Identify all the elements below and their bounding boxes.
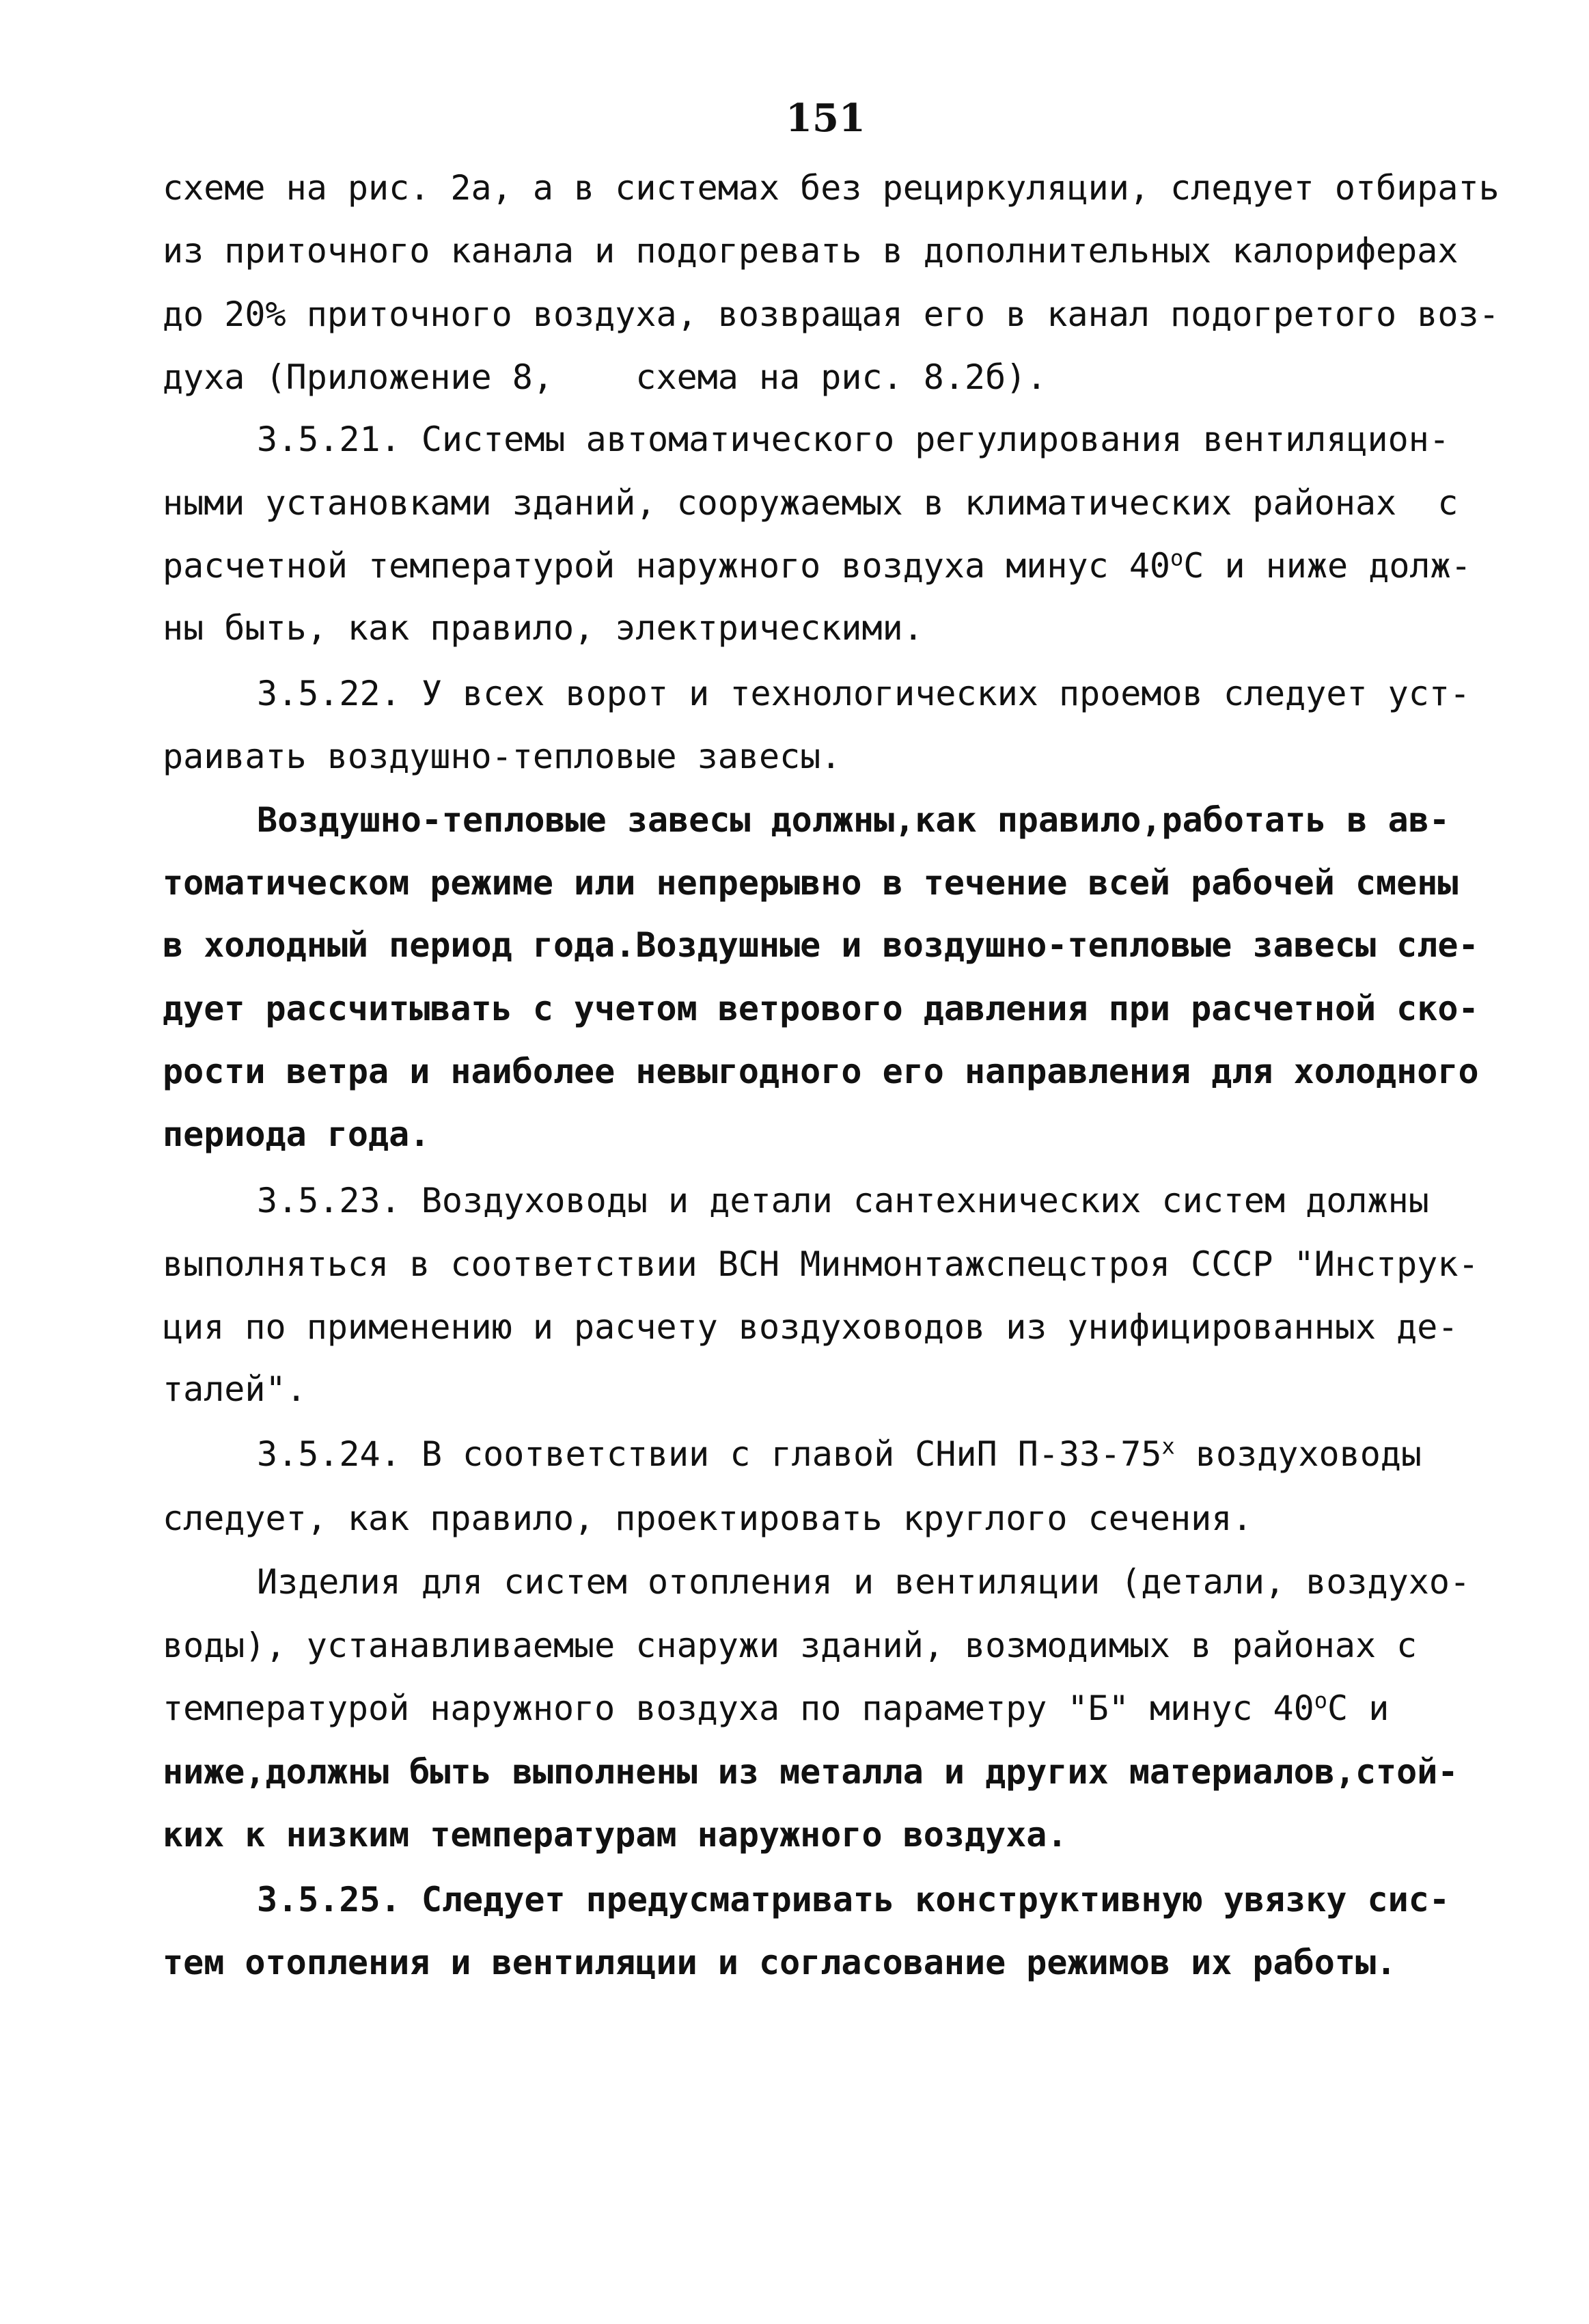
line-text: выполняться в соответствии ВСН Минмонтажспецстроя СССР "Инструк- [163,1244,1479,1284]
line-text: 3.5.21. Системы автоматического регулирования вентиляцион- [257,420,1450,459]
line-text: 3.5.24. В соответствии с главой СНиП П-33-75 [257,1434,1162,1474]
text-line [163,1114,430,1155]
text-line [163,167,1500,208]
text-line [163,1814,1068,1855]
line-text: ны быть, как правило, электрическими. [163,608,924,648]
line-text: периода года. [163,1115,430,1154]
text-line [163,988,1479,1029]
line-text: в холодный период года.Воздушные и воздушно-тепловые завесы сле- [163,925,1479,965]
text-line [163,1942,1396,1983]
text-line [163,545,1471,586]
text-line [163,1751,1458,1792]
line-text: дует рассчитывать с учетом ветрового давления при расчетной ско- [163,989,1479,1028]
line-text: из приточного канала и подогревать в дополнительных калориферах [163,231,1459,271]
text-line [163,1307,1458,1348]
text-line [163,925,1479,966]
text-line [163,607,924,648]
line-text-continued: С и [1327,1689,1390,1728]
line-text-continued: воздуховоды [1174,1434,1422,1474]
text-line [257,1561,1470,1602]
text-line [257,1180,1429,1221]
text-line [163,357,1047,398]
line-text: ниже,должны быть выполнены из металла и других материалов,стой- [163,1752,1459,1792]
text-line [257,1879,1450,1920]
line-text: ких к низким температурам наружного воздуха. [163,1815,1068,1855]
line-text: 3.5.25. Следует предусматривать конструктивную увязку сис- [257,1880,1450,1919]
superscript: o [1170,545,1184,571]
page-number: 151 [786,96,866,141]
line-text: воды), устанавливаемые снаружи зданий, возмодимых в районах с [163,1626,1418,1665]
line-text: 3.5.23. Воздуховоды и детали сантехнических систем должны [257,1181,1429,1220]
line-text: Воздушно-тепловые завесы должны,как правило,работать в ав- [257,800,1450,840]
text-line [163,1051,1479,1092]
line-text: расчетной температурой наружного воздуха минус 40 [163,546,1171,586]
line-text: Изделия для систем отопления и вентиляции (детали, воздухо- [257,1562,1471,1602]
text-line [163,1688,1389,1729]
line-text-continued: С и ниже долж- [1183,546,1471,586]
text-line [163,1369,307,1410]
text-line [163,1498,1252,1539]
text-line [163,1625,1417,1666]
text-line [257,799,1450,840]
line-text: ция по применению и расчету воздуховодов из унифицированных де- [163,1307,1459,1347]
line-text: духа (Приложение 8, схема на рис. 8.2б). [163,357,1047,397]
text-line [163,482,1458,523]
superscript: x [1161,1433,1175,1460]
line-text: следует, как правило, проектировать круглого сечения. [163,1499,1253,1538]
text-line [163,862,1458,903]
line-text: 3.5.22. У всех ворот и технологических проемов следует уст- [257,674,1471,713]
line-text: ными установками зданий, сооружаемых в климатических районах с [163,483,1459,523]
line-text: талей". [163,1369,307,1409]
text-line [163,736,841,777]
line-text: тем отопления и вентиляции и согласование режимов их работы. [163,1943,1397,1982]
line-text: раивать воздушно-тепловые завесы. [163,737,842,776]
text-line [257,1434,1422,1475]
superscript: o [1314,1687,1328,1714]
line-text: температурой наружного воздуха по параметру "Б" минус 40 [163,1689,1314,1728]
text-line [257,673,1470,714]
text-line [163,230,1458,271]
text-line [163,1244,1479,1285]
line-text: рости ветра и наиболее невыгодного его направления для холодного [163,1052,1479,1091]
line-text: схеме на рис. 2а, а в системах без рециркуляции, следует отбирать [163,168,1500,208]
line-text: томатическом режиме или непрерывно в течение всей рабочей смены [163,863,1459,903]
text-line [257,419,1450,460]
line-text: до 20% приточного воздуха, возвращая его в канал подогретого воз- [163,295,1500,334]
text-line [163,294,1500,335]
